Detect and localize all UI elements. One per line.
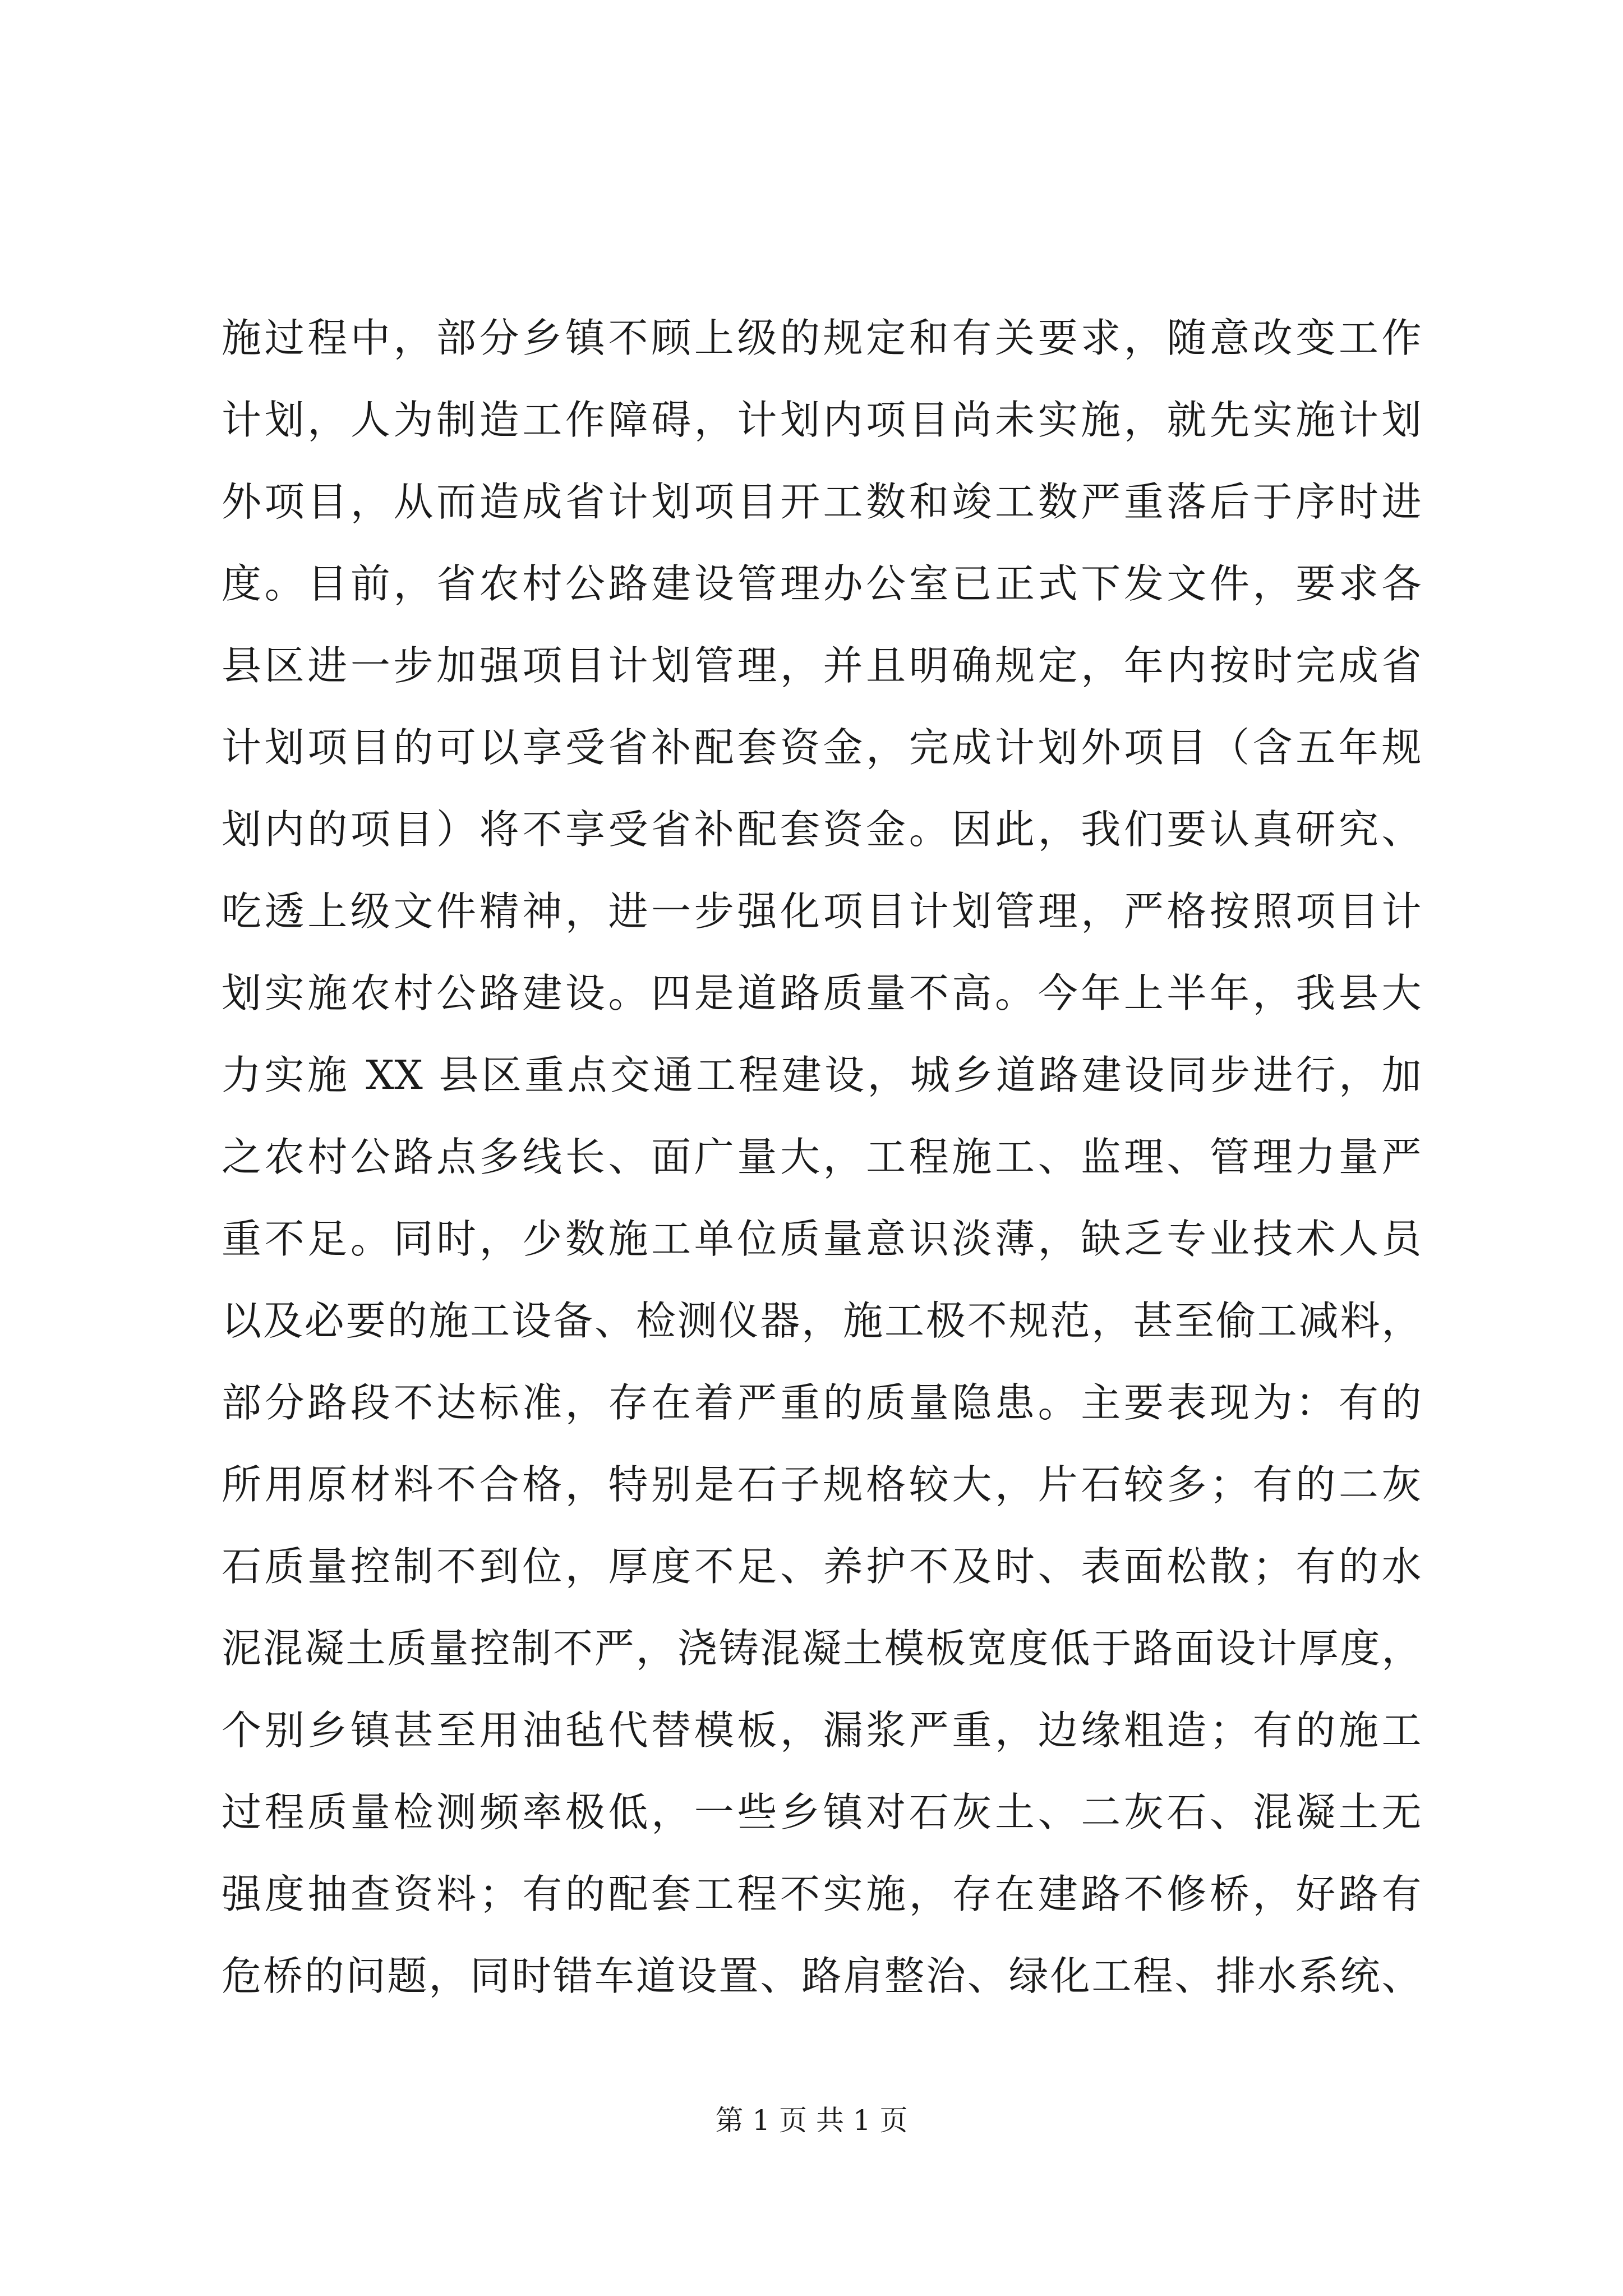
text-line: 施过程中，部分乡镇不顾上级的规定和有关要求，随意改变工作 bbox=[222, 315, 1422, 361]
text-line: 强度抽查资料；有的配套工程不实施，存在建路不修桥，好路有 bbox=[222, 1871, 1422, 1917]
text-line: 计划项目的可以享受省补配套资金，完成计划外项目（含五年规 bbox=[222, 724, 1422, 771]
text-line: 石质量控制不到位，厚度不足、养护不及时、表面松散；有的水 bbox=[222, 1543, 1422, 1590]
text-line: 划实施农村公路建设。四是道路质量不高。今年上半年，我县大 bbox=[222, 970, 1422, 1016]
text-line: 过程质量检测频率极低，一些乡镇对石灰土、二灰石、混凝土无 bbox=[222, 1789, 1422, 1835]
page-footer bbox=[0, 2101, 1623, 2140]
text-line: 部分路段不达标准，存在着严重的质量隐患。主要表现为：有的 bbox=[222, 1379, 1422, 1426]
text-line: 吃透上级文件精神，进一步强化项目计划管理，严格按照项目计 bbox=[222, 888, 1422, 935]
text-line: 所用原材料不合格，特别是石子规格较大，片石较多；有的二灰 bbox=[222, 1461, 1422, 1508]
text-line: 计划，人为制造工作障碍，计划内项目尚未实施，就先实施计划 bbox=[222, 397, 1422, 443]
body-text bbox=[222, 297, 1422, 2017]
text-line: 县区进一步加强项目计划管理，并且明确规定，年内按时完成省 bbox=[222, 642, 1422, 689]
text-line: 泥混凝土质量控制不严，浇铸混凝土模板宽度低于路面设计厚度， bbox=[222, 1625, 1422, 1672]
text-line: 度。目前，省农村公路建设管理办公室已正式下发文件，要求各 bbox=[222, 560, 1422, 607]
text-line: 之农村公路点多线长、面广量大，工程施工、监理、管理力量严 bbox=[222, 1134, 1422, 1180]
text-line: 以及必要的施工设备、检测仪器，施工极不规范，甚至偷工减料， bbox=[222, 1297, 1422, 1344]
text-line: 重不足。同时，少数施工单位质量意识淡薄，缺乏专业技术人员 bbox=[222, 1216, 1422, 1262]
page-number: 第 1 页 共 1 页 bbox=[715, 2104, 908, 2137]
text-line: 力实施 XX 县区重点交通工程建设，城乡道路建设同步进行，加 bbox=[222, 1052, 1422, 1098]
text-line: 个别乡镇甚至用油毡代替模板，漏浆严重，边缘粗造；有的施工 bbox=[222, 1707, 1422, 1754]
text-line: 划内的项目）将不享受省补配套资金。因此，我们要认真研究、 bbox=[222, 806, 1422, 853]
text-line: 外项目，从而造成省计划项目开工数和竣工数严重落后于序时进 bbox=[222, 478, 1422, 525]
text-line: 危桥的问题，同时错车道设置、路肩整治、绿化工程、排水系统、 bbox=[222, 1953, 1422, 1999]
